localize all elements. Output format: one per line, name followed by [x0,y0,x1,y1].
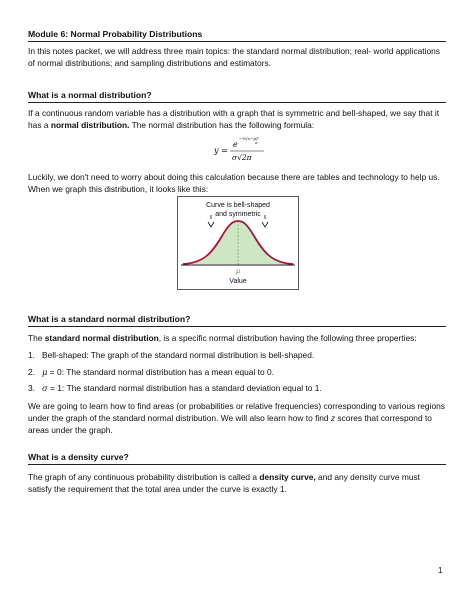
standard-normal-definition: The standard normal distribution, is a specific normal distribution having the following three properties: [28,333,417,343]
term-density-curve: density curve, [259,472,316,482]
property-item-1: 1. Bell-shaped: The graph of the standard normal distribution is bell-shaped. [28,350,315,360]
heading-normal-distribution: What is a normal distribution? [28,89,446,103]
figure-caption-line2: and symmetric [215,211,261,218]
intro-paragraph: In this notes packet, we will address three main topics: the standard normal distribution; real- world applications of normal distributions; and sampling distributions and estimators. [28,46,440,69]
formula-exponent: −½(x−μ)² [239,136,260,141]
density-curve-paragraph: The graph of any continuous probability distribution is called a density curve, and any density curve must satisfy the requirement that the total area under the curve is exactly 1. [28,472,420,495]
heading-standard-normal: What is a standard normal distribution? [28,313,446,327]
formula-base: e [233,140,238,149]
areas-paragraph: We are going to learn how to find areas (or probabilities or relative frequencies) corresponding to various regions under the graph of the standard normal distribution. We will also learn how to find z scores that correspond to areas under the graph. [28,401,445,436]
formula-denominator: σ√2π [232,153,252,162]
graph-intro-paragraph: Luckily, we don't need to worry about doing this calculation because there are tables and technology to help us. When we graph this distribution, it looks like this: [28,172,440,195]
mu-label: μ [235,267,241,275]
term-normal-distribution: normal distribution. [50,120,130,131]
figure-caption-line1: Curve is bell-shaped [206,202,270,209]
bell-curve-figure [177,196,299,290]
module-title: Module 6: Normal Probability Distributions [28,28,446,42]
formula-lhs: y = [214,146,228,155]
heading-density-curve: What is a density curve? [28,451,446,465]
property-item-2: 2. μ = 0: The standard normal distribution has a mean equal to 0. [28,367,274,377]
term-standard-normal: standard normal distribution [44,333,159,343]
normal-definition-paragraph: If a continuous random variable has a distribution with a graph that is symmetric and bell-shaped, we say that it has a normal distribution. The normal distribution has the following formula: [28,108,440,131]
axis-label-value: Value [229,278,247,285]
normal-pdf-formula [214,133,274,167]
formula-exponent-sigma: σ [255,141,258,145]
page-number: 1 [438,566,443,575]
property-item-3: 3. σ = 1: The standard normal distribution has a standard deviation equal to 1. [28,383,322,393]
